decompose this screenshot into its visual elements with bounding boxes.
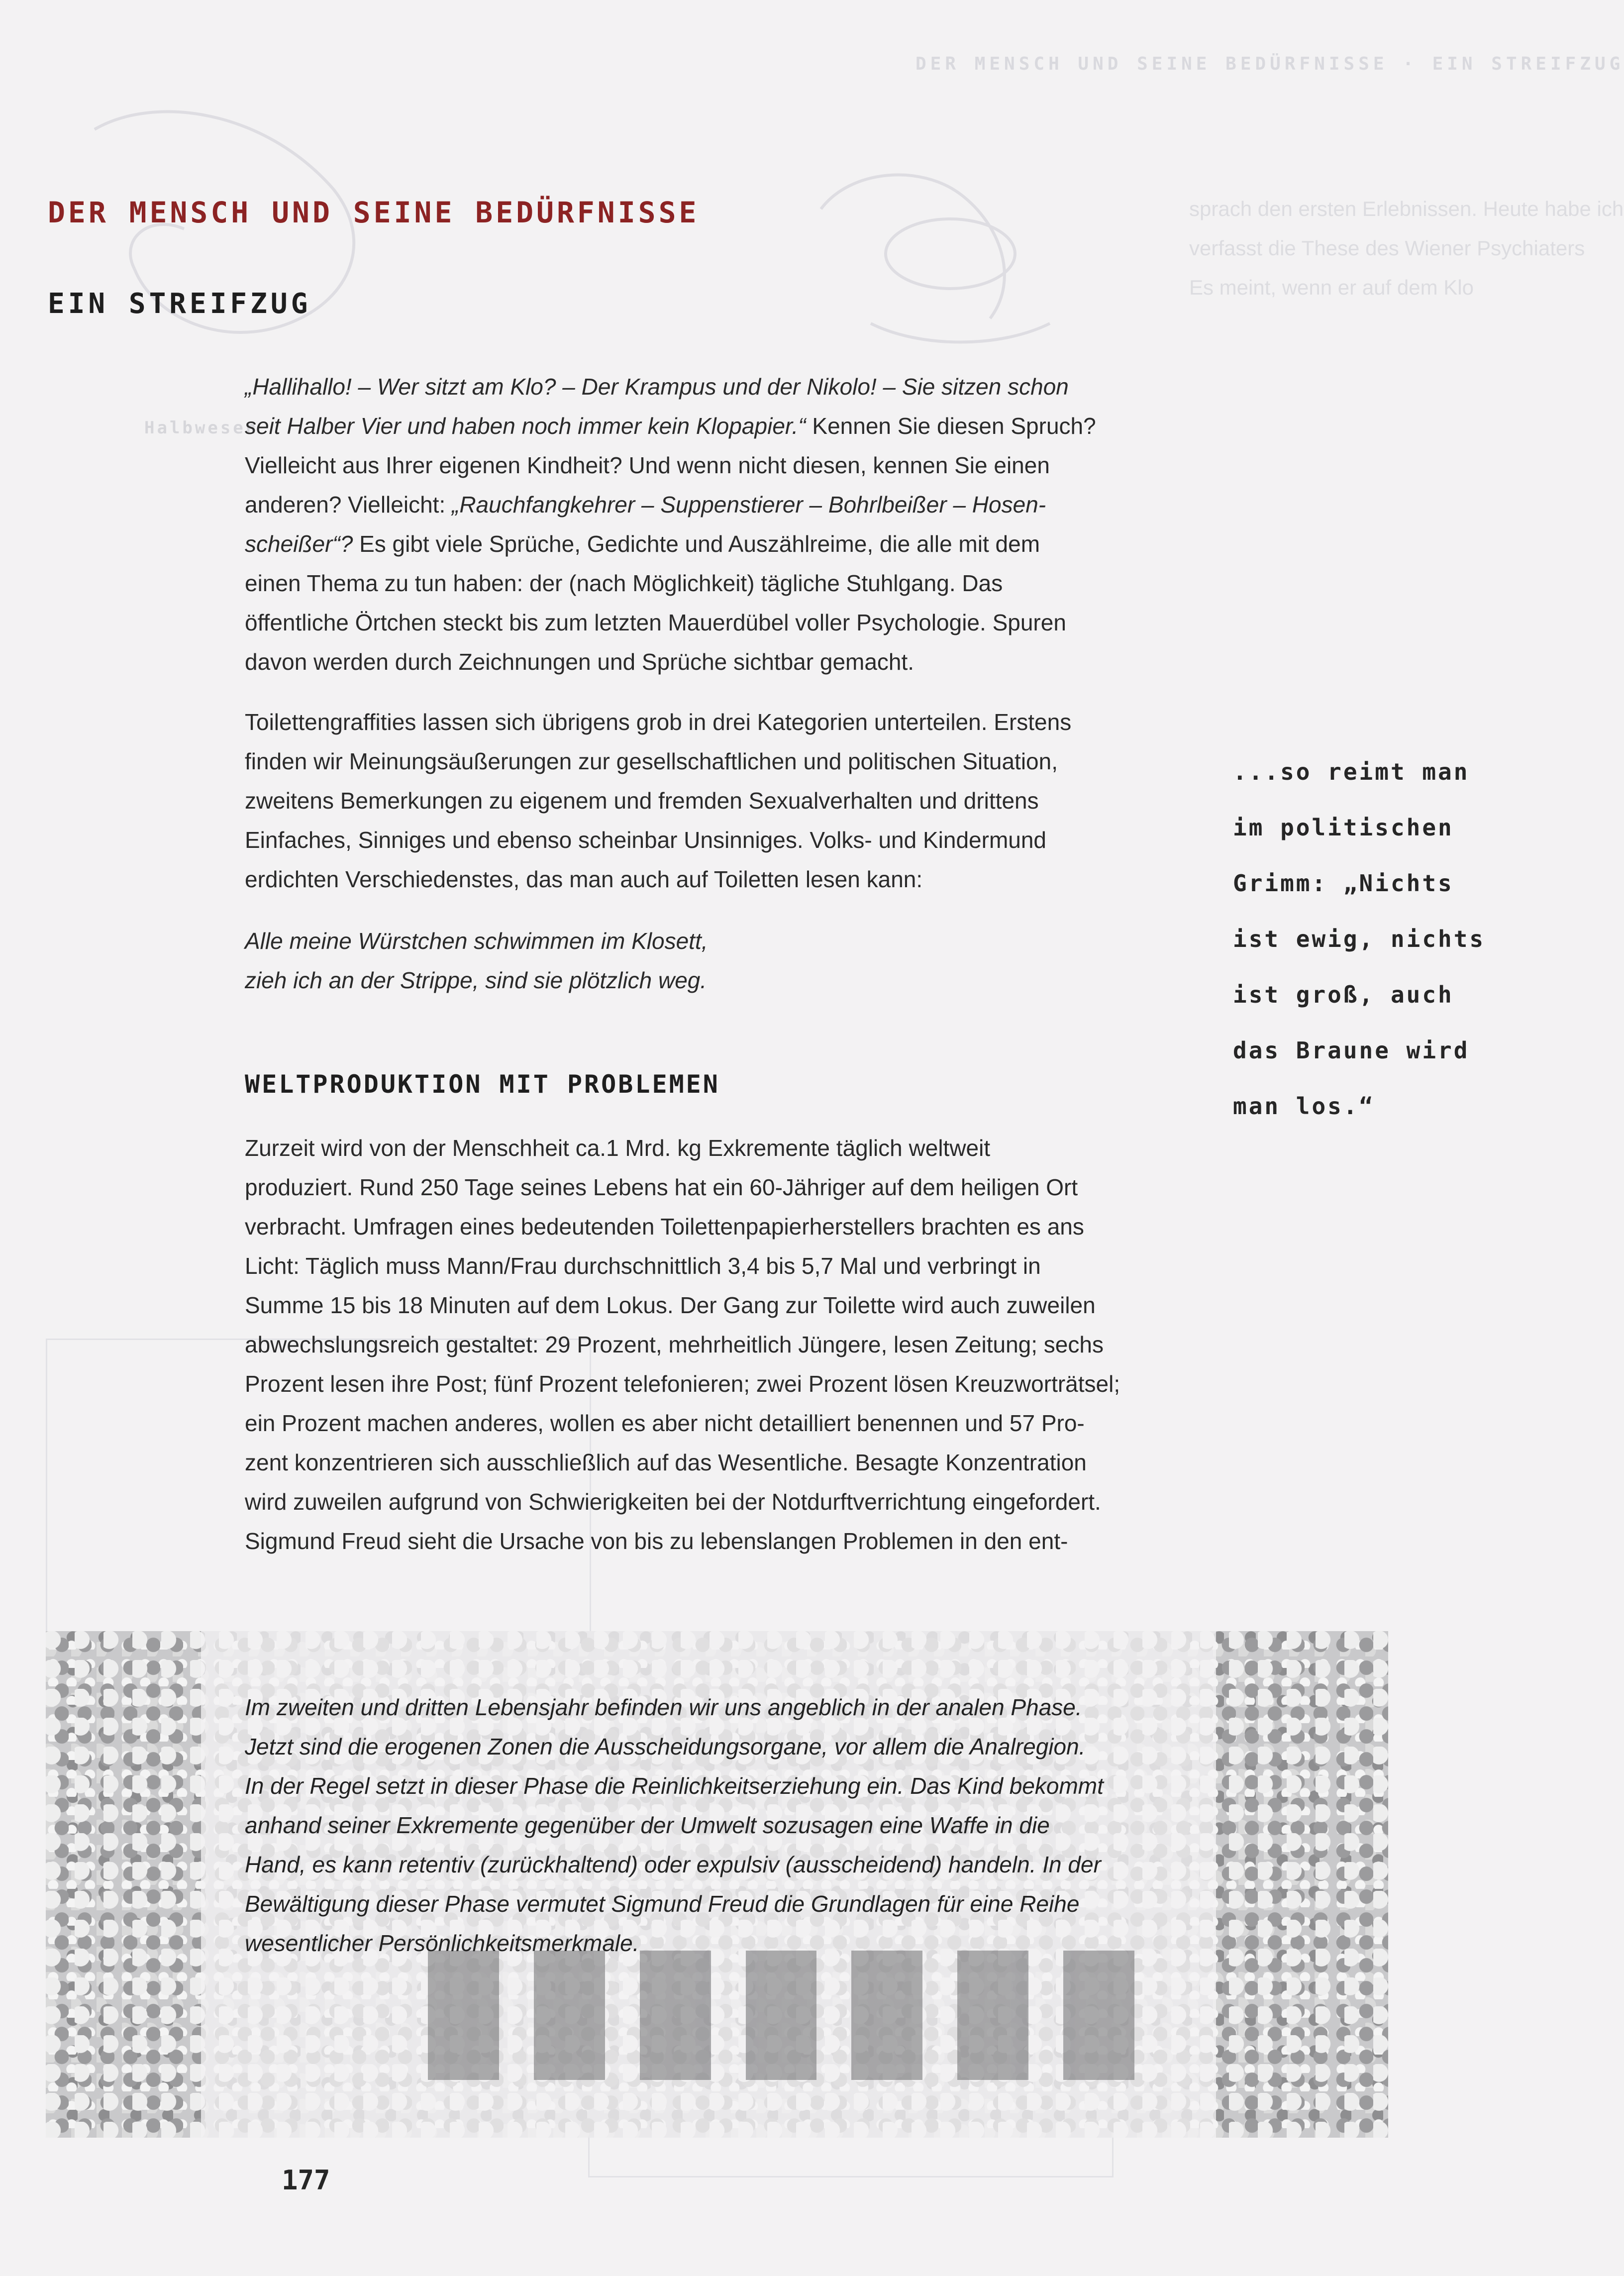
- section-heading: WELTPRODUKTION MIT PROBLEMEN: [245, 1070, 720, 1099]
- text-line: abwechslungsreich gestaltet: 29 Prozent, mehrheitlich Jüngere, lesen Zeitung; sechs: [245, 1332, 1104, 1357]
- text-line: Hand, es kann retentiv (zurückhaltend) oder expulsiv (ausscheidend) handeln. In der: [245, 1852, 1101, 1877]
- building-windows-graphic: [428, 1951, 1134, 2080]
- page-subtitle: EIN STREIFZUG: [48, 288, 311, 320]
- text-line: Alle meine Würstchen schwimmen im Klosett,: [245, 928, 708, 954]
- text-line: Zurzeit wird von der Menschheit ca.1 Mrd. kg Exkremente täglich weltweit: [245, 1135, 991, 1161]
- text-line: zweitens Bemerkungen zu eigenem und fremden Sexualverhalten und drittens: [245, 788, 1039, 814]
- text-line: Vielleicht aus Ihrer eigenen Kindheit? Und wenn nicht diesen, kennen Sie einen: [245, 452, 1050, 478]
- text-line: wesentlicher Persönlichkeitsmerkmale.: [245, 1930, 639, 1956]
- text-line: Toilettengraffities lassen sich übrigens grob in drei Kategorien unterteilen. Erstens: [245, 709, 1072, 735]
- bleed-through-text: Es meint, wenn er auf dem Klo: [1189, 276, 1474, 299]
- text-line: In der Regel setzt in dieser Phase die Reinlichkeitserziehung ein. Das Kind bekommt: [245, 1773, 1104, 1799]
- pull-quote-line: man los.“: [1233, 1093, 1375, 1120]
- text-line: wird zuweilen aufgrund von Schwierigkeiten bei der Notdurftverrichtung eingefordert.: [245, 1489, 1101, 1515]
- text-line: Bewältigung dieser Phase vermutet Sigmund Freud die Grundlagen für eine Reihe: [245, 1891, 1080, 1917]
- text-line: Jetzt sind die erogenen Zonen die Ausscheidungsorgane, vor allem die Analregion.: [245, 1734, 1086, 1759]
- freud-paragraph: [245, 1688, 1200, 1963]
- production-paragraph: [245, 1129, 1200, 1561]
- toilet-rhyme: [245, 922, 1200, 1000]
- intro-paragraph: [245, 367, 1200, 682]
- pull-quote-line: ist ewig, nichts: [1233, 926, 1486, 952]
- text-line: verbracht. Umfragen eines bedeutenden Toilettenpapierherstellers brachten es ans: [245, 1214, 1084, 1240]
- pull-quote-line: das Braune wird: [1233, 1037, 1470, 1064]
- text-line: öffentliche Örtchen steckt bis zum letzten Mauerdübel voller Psychologie. Spuren: [245, 610, 1066, 635]
- text-line: Licht: Täglich muss Mann/Frau durchschnittlich 3,4 bis 5,7 Mal und verbringt in: [245, 1253, 1041, 1279]
- bleed-through-running-header: DER MENSCH UND SEINE BEDÜRFNISSE · EIN STREIFZUG: [915, 54, 1624, 74]
- text-line: anderen? Vielleicht: „Rauchfangkehrer – Suppenstierer – Bohrlbeißer – Hosen-: [245, 492, 1046, 517]
- text-line: zieh ich an der Strippe, sind sie plötzlich weg.: [245, 967, 707, 993]
- bleed-through-text: verfasst die These des Wiener Psychiaters: [1189, 236, 1585, 260]
- text-line: Im zweiten und dritten Lebensjahr befinden wir uns angeblich in der analen Phase.: [245, 1694, 1082, 1720]
- text-line: seit Halber Vier und haben noch immer kein Klopapier.“ Kennen Sie diesen Spruch?: [245, 413, 1096, 439]
- bleed-through-label: Halbwesen: [144, 418, 259, 438]
- text-line: ein Prozent machen anderes, wollen es aber nicht detailliert benennen und 57 Pro-: [245, 1410, 1085, 1436]
- text-line: zent konzentrieren sich ausschließlich auf das Wesentliche. Besagte Konzentration: [245, 1449, 1087, 1475]
- text-line: produziert. Rund 250 Tage seines Lebens hat ein 60-Jähriger auf dem heiligen Ort: [245, 1174, 1078, 1200]
- text-line: „Hallihallo! – Wer sitzt am Klo? – Der Krampus und der Nikolo! – Sie sitzen schon: [245, 374, 1069, 400]
- pull-quote: [1233, 744, 1512, 1134]
- page-number: 177: [282, 2165, 330, 2196]
- text-line: Prozent lesen ihre Post; fünf Prozent telefonieren; zwei Prozent lösen Kreuzworträtsel;: [245, 1371, 1120, 1397]
- bleed-through-text: sprach den ersten Erlebnissen. Heute habe ich: [1189, 197, 1624, 220]
- pull-quote-line: Grimm: „Nichts: [1233, 870, 1454, 897]
- text-line: anhand seiner Exkremente gegenüber der Umwelt sozusagen eine Waffe in die: [245, 1812, 1050, 1838]
- pull-quote-line: ist groß, auch: [1233, 981, 1454, 1008]
- text-line: davon werden durch Zeichnungen und Sprüche sichtbar gemacht.: [245, 649, 914, 675]
- text-line: Summe 15 bis 18 Minuten auf dem Lokus. Der Gang zur Toilette wird auch zuweilen: [245, 1292, 1096, 1318]
- text-line: Sigmund Freud sieht die Ursache von bis zu lebenslangen Problemen in den ent-: [245, 1528, 1068, 1554]
- page-title: DER MENSCH UND SEINE BEDÜRFNISSE: [48, 196, 700, 229]
- graffiti-paragraph: [245, 703, 1200, 899]
- text-line: einen Thema zu tun haben: der (nach Möglichkeit) tägliche Stuhlgang. Das: [245, 570, 1003, 596]
- text-line: erdichten Verschiedenstes, das man auch auf Toiletten lesen kann:: [245, 866, 923, 892]
- text-line: finden wir Meinungsäußerungen zur gesellschaftlichen und politischen Situation,: [245, 748, 1058, 774]
- pull-quote-line: im politischen: [1233, 814, 1454, 841]
- text-line: Einfaches, Sinniges und ebenso scheinbar Unsinniges. Volks- und Kindermund: [245, 827, 1047, 853]
- pull-quote-line: ...so reimt man: [1233, 758, 1470, 785]
- text-line: scheißer“? Es gibt viele Sprüche, Gedichte und Auszählreime, die alle mit dem: [245, 531, 1040, 557]
